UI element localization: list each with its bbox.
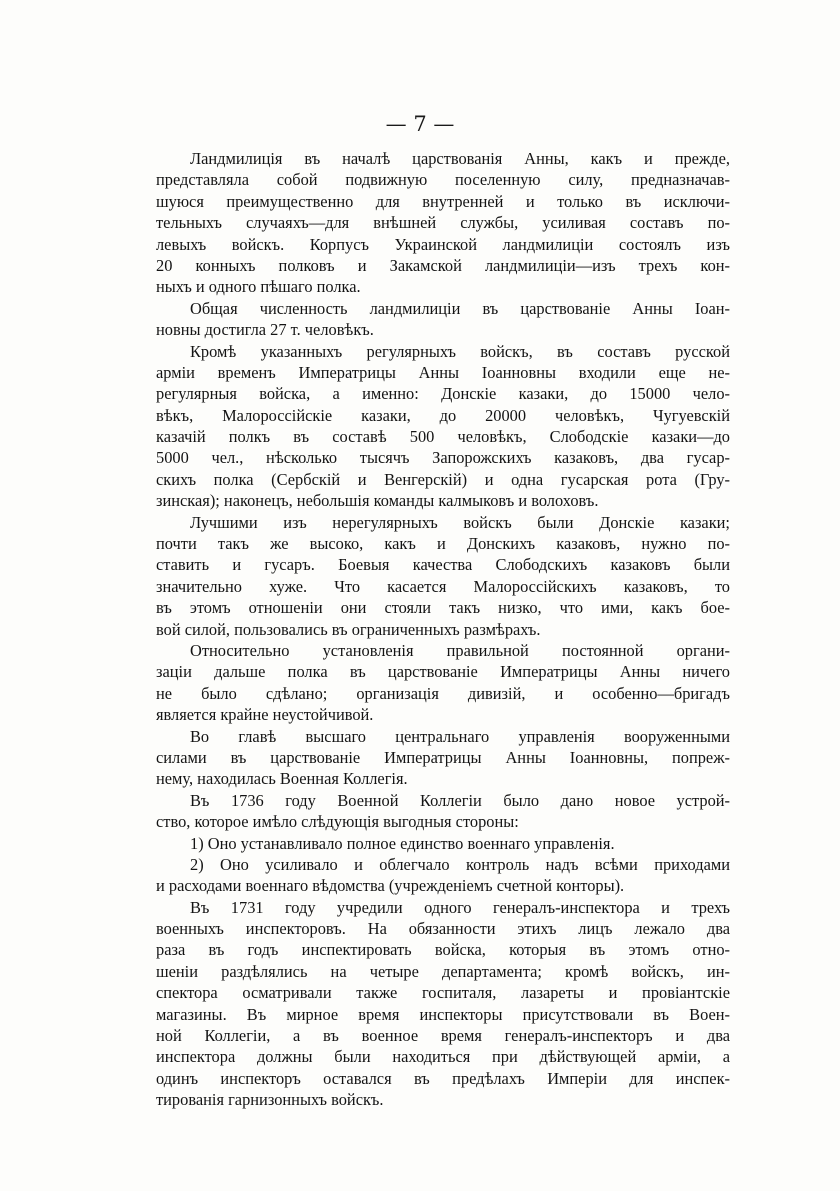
text-line: не было сдѣлано; организація дивизій, и особенно—бригадъ: [156, 683, 730, 703]
text-line: Въ 1736 году Военной Коллегіи было дано новое устрой-: [190, 790, 730, 810]
text-line: нему, находилась Военная Коллегія.: [156, 769, 408, 789]
body-text: [156, 148, 730, 1111]
text-line: Относительно установленія правильной постоянной органи-: [190, 640, 730, 660]
text-line: зинская); наконецъ, небольшія команды калмыковъ и волоховъ.: [156, 491, 599, 511]
list-item: [156, 854, 730, 897]
paragraph: [156, 640, 730, 726]
text-line: является крайне неустойчивой.: [156, 705, 374, 725]
text-line: Во главѣ высшаго центральнаго управленія вооруженными: [190, 726, 730, 746]
text-line: заціи дальше полка въ царствованіе Императрицы Анны ничего: [156, 662, 730, 682]
paragraph: [156, 512, 730, 640]
text-line: одинъ инспекторъ оставался въ предѣлахъ Имперіи для инспек-: [156, 1068, 730, 1088]
text-line: Общая численность ландмилиціи въ царствованіе Анны Іоан-: [190, 298, 730, 318]
text-line: представляла собой подвижную поселенную силу, предназначав-: [156, 170, 730, 190]
text-line: вой силой, пользовались въ ограниченныхъ размѣрахъ.: [156, 619, 541, 639]
text-line: инспектора должны были находиться при дѣйствующей арміи, а: [156, 1047, 730, 1067]
text-line: ной Коллегіи, а въ военное время генералъ-инспекторъ и два: [156, 1026, 730, 1046]
text-line: 2) Оно усиливало и облегчало контроль надъ всѣми приходами: [190, 854, 730, 874]
text-line: тированія гарнизонныхъ войскъ.: [156, 1090, 384, 1110]
page-number: — 7 —: [385, 112, 455, 136]
text-line: шуюся преимущественно для внутренней и только въ исключи-: [156, 191, 730, 211]
paragraph: [156, 341, 730, 512]
text-line: 1) Оно устанавливало полное единство военнаго управленія.: [190, 833, 615, 853]
text-line: арміи временъ Императрицы Анны Іоанновны входили еще не-: [156, 362, 730, 382]
paragraph: [156, 298, 730, 341]
list-item: [156, 833, 730, 854]
text-line: новны достигла 27 т. человѣкъ.: [156, 320, 374, 340]
text-line: Въ 1731 году учредили одного генералъ-инспектора и трехъ: [190, 897, 730, 917]
text-line: значительно хуже. Что касается Малороссійскихъ казаковъ, то: [156, 576, 730, 596]
text-line: скихъ полка (Сербскій и Венгерскій) и одна гусарская рота (Гру-: [156, 469, 730, 489]
text-line: Лучшими изъ нерегулярныхъ войскъ были Донскіе казаки;: [190, 512, 730, 532]
text-line: Кромѣ указанныхъ регулярныхъ войскъ, въ составъ русской: [190, 341, 730, 361]
text-line: ставить и гусаръ. Боевыя качества Слободскихъ казаковъ были: [156, 555, 730, 575]
text-line: регулярныя войска, а именно: Донскіе казаки, до 15000 чело-: [156, 384, 730, 404]
text-line: тельныхъ случаяхъ—для внѣшней службы, усиливая составъ по-: [156, 213, 730, 233]
text-line: въ этомъ отношеніи они стояли такъ низко, что ими, какъ бое-: [156, 598, 730, 618]
paragraph: [156, 148, 730, 298]
text-line: почти такъ же высоко, какъ и Донскихъ казаковъ, нужно по-: [156, 534, 730, 554]
text-line: военныхъ инспекторовъ. На обязанности этихъ лицъ лежало два: [156, 919, 730, 939]
text-line: спектора осматривали также госпиталя, лазареты и провіантскіе: [156, 983, 730, 1003]
text-line: ство, которое имѣло слѣдующія выгодныя стороны:: [156, 812, 519, 832]
text-line: силами въ царствованіе Императрицы Анны Іоанновны, попреж-: [156, 747, 730, 767]
text-line: 20 конныхъ полковъ и Закамской ландмилиціи—изъ трехъ кон-: [156, 255, 730, 275]
text-line: казачій полкъ въ составѣ 500 человѣкъ, Слободскіе казаки—до: [156, 427, 730, 447]
text-line: магазины. Въ мирное время инспекторы присутствовали въ Воен-: [156, 1004, 730, 1024]
text-line: Ландмилиція въ началѣ царствованія Анны, какъ и прежде,: [190, 149, 730, 168]
text-line: левыхъ войскъ. Корпусъ Украинской ландмилиціи состоялъ изъ: [156, 234, 730, 254]
text-line: ныхъ и одного пѣшаго полка.: [156, 277, 361, 297]
text-line: вѣкъ, Малороссійскіе казаки, до 20000 человѣкъ, Чугуевскій: [156, 405, 730, 425]
text-line: 5000 чел., нѣсколько тысячъ Запорожскихъ казаковъ, два гусар-: [156, 448, 730, 468]
text-line: шеніи раздѣлялись на четыре департамента; кромѣ войскъ, ин-: [156, 961, 730, 981]
text-line: и расходами военнаго вѣдомства (учрежденіемъ счетной конторы).: [156, 876, 625, 896]
paragraph: [156, 726, 730, 790]
paragraph: [156, 897, 730, 1111]
paragraph: [156, 790, 730, 833]
text-line: раза въ годъ инспектировать войска, которыя въ этомъ отно-: [156, 940, 730, 960]
